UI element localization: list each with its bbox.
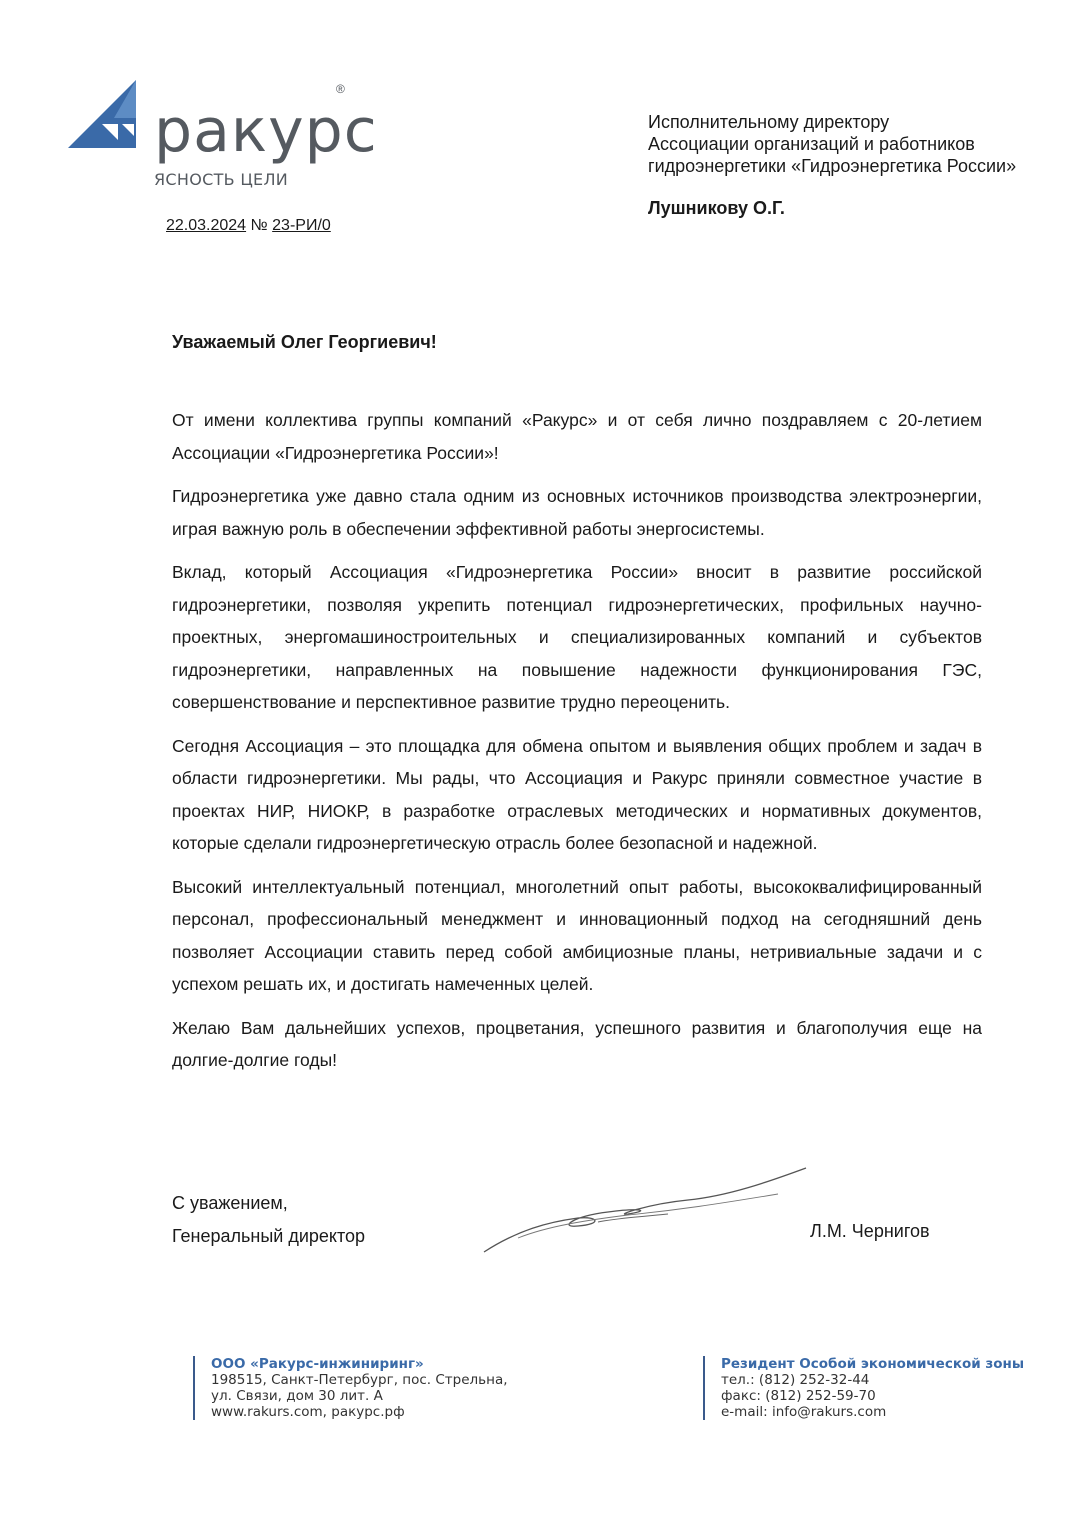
footer-website: www.rakurs.com, ракурс.рф — [211, 1404, 405, 1420]
paragraph: От имени коллектива группы компаний «Ракурс» и от себя лично поздравляем с 20-летием Ассоциации «Гидроэнергетика России»! — [172, 410, 982, 463]
registered-mark: ® — [336, 82, 345, 96]
salutation: Уважаемый Олег Георгиевич! — [172, 332, 437, 352]
footer-company-info — [193, 1356, 508, 1420]
footer-fax: факс: (812) 252-59-70 — [721, 1388, 876, 1404]
footer-address: 198515, Санкт-Петербург, пос. Стрельна, — [211, 1372, 508, 1388]
addressee-name: Лушникову О.Г. — [648, 198, 785, 218]
closing-regards: С уважением, — [172, 1193, 288, 1213]
addressee-line: Ассоциации организаций и работников — [648, 134, 975, 154]
closing-block — [172, 1187, 365, 1253]
letter-body — [172, 404, 982, 1088]
number-sign: № — [250, 217, 268, 234]
footer-resident-title: Резидент Особой экономической зоны — [721, 1356, 1025, 1372]
footer-email: e-mail: info@rakurs.com — [721, 1404, 887, 1420]
signer-name: Л.М. Чернигов — [810, 1221, 930, 1241]
paragraph: Вклад, который Ассоциация «Гидроэнергетика России» вносит в развитие российской гидроэнергетики, позволяя укрепить потенциал гидроэнергетических, профильных научно-проектных, энергомашиностроительных и специализированных компаний и субъектов гидроэнергетики, направленных на повышение надежности функционирования ГЭС, совершенствование и перспективное развитие трудно переоценить. — [172, 562, 982, 712]
document-number — [166, 217, 331, 235]
document-date: 22.03.2024 — [166, 217, 247, 234]
handwritten-signature — [478, 1160, 818, 1260]
addressee-line: Исполнительному директору — [648, 112, 890, 132]
footer-contact-info — [703, 1356, 1024, 1420]
footer-phone: тел.: (812) 252-32-44 — [721, 1372, 870, 1388]
logo-wordmark: ракурс — [154, 96, 378, 166]
addressee-block — [648, 111, 1016, 177]
paragraph: Высокий интеллектуальный потенциал, многолетний опыт работы, высококвалифицированный персонал, профессиональный менеджмент и инновационный подход на сегодняшний день позволяет Ассоциации ставить перед собой амбициозные планы, нетривиальные задачи и с успехом решать их, и достигать намеченных целей. — [172, 876, 982, 994]
company-logo — [66, 78, 378, 198]
addressee-line: гидроэнергетики «Гидроэнергетика России» — [648, 156, 1017, 176]
footer-address: ул. Связи, дом 30 лит. А — [211, 1388, 383, 1404]
signer-title: Генеральный директор — [172, 1226, 366, 1246]
logo-triangle-icon — [66, 78, 146, 153]
paragraph: Желаю Вам дальнейших успехов, процветания, успешного развития и благополучия еще на долгие-долгие годы! — [172, 1017, 982, 1070]
paragraph: Гидроэнергетика уже давно стала одним из основных источников производства электроэнергии, играя важную роль в обеспечении эффективной работы энергосистемы. — [172, 486, 982, 539]
footer-company-name: ООО «Ракурс-инжиниринг» — [211, 1356, 424, 1372]
paragraph: Сегодня Ассоциация – это площадка для обмена опытом и выявления общих проблем и задач в области гидроэнергетики. Мы рады, что Ассоциация и Ракурс приняли совместное участие в проектах НИР, НИОКР, в разработке отраслевых методических и нормативных документов, которые сделали гидроэнергетическую отрасль более безопасной и надежной. — [172, 735, 982, 853]
logo-tagline: ЯСНОСТЬ ЦЕЛИ — [154, 170, 289, 189]
document-reg-number: 23-РИ/0 — [272, 217, 331, 234]
